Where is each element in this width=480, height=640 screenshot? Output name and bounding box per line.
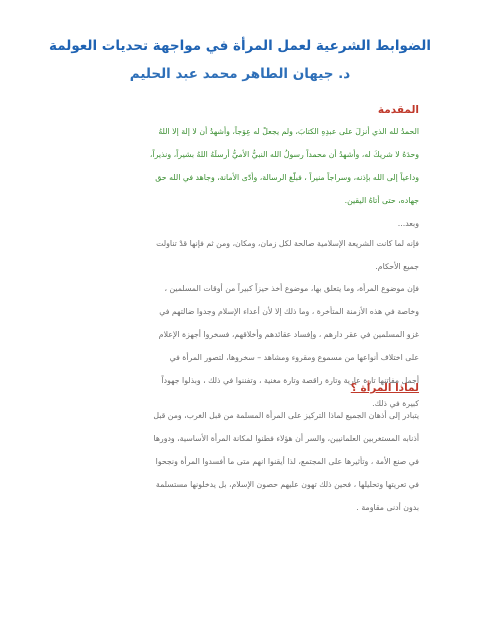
text-line: في صنع الأمة ، وتأثيرها على المجتمع، لذا أيقنوا انهم متى ما أفسدوا المرأة ونجحوا	[155, 457, 419, 466]
document-title: الضوابط الشرعية لعمل المرأة في مواجهة تحديات العولمة	[49, 38, 431, 54]
document-author: د. جيهان الطاهر محمد عبد الحليم	[129, 66, 351, 82]
text-line: جهاده، حتى أتاهُ اليقين.	[344, 196, 419, 205]
text-line: أذنابه المستغربين العلمانيين، والسر أن هؤلاء فطنوا لمكانة المرأة الأساسية، ودورها	[153, 434, 419, 443]
text-line: على اختلاف أنواعها من مسموع ومقروء ومشاهد – سخروها، لتصور المرأة في	[169, 353, 419, 362]
text-line: فإنه لما كانت الشريعة الإسلامية صالحة لكل زمان، ومكان، ومن ثم فإنها قدْ تناولت	[156, 239, 419, 248]
paragraph-4	[60, 404, 419, 519]
text-line: كبيرة في ذلك.	[372, 399, 419, 408]
text-line: وداعياً إلى الله بإذنه، وسراجاً منيراً ، فبلّغ الرسالة، وأدّى الأمانة، وجاهد في الله حق	[155, 173, 419, 182]
text-line: في تعريتها وتحليلها ، فحين ذلك تهون عليهم حصون الإسلام، بل يدخلونها مستسلمة	[155, 480, 419, 489]
intro-heading: المقدمة	[377, 104, 419, 116]
text-line: أجمل مفاتنها تارة عارية وتارة راقصة وتارة مغنية ، وتفننوا في ذلك ، وبذلوا جهوداً	[161, 376, 419, 385]
intro-paragraph	[60, 120, 419, 212]
text-line: فإن موضوع المرأة، وما يتعلق بها، موضوع أخذ حيزاً كبيراً من أوقات المسلمين ،	[164, 284, 419, 293]
paragraph-2	[60, 232, 419, 278]
text-line: يتبادر إلى أذهان الجميع لماذا التركيز على المرأة المسلمة من قبل الغرب، ومن قبل	[153, 411, 419, 420]
text-line: وبعد...	[397, 219, 419, 228]
text-line: وحدَهُ لا شريكَ له، وأشهدُ أن محمداً رسولُ الله النبيُّ الأميُّ أرسلَهُ اللهُ بشيراً، ونذيراً،	[149, 150, 419, 159]
text-line: وخاصة في هذه الأزمنة المتأخرة ، وما ذلك إلا لأن أعداء الإسلام وجدوا ضالتهم في	[159, 307, 419, 316]
text-line: غزو المسلمين في عقر دارهم ، وإفساد عقائدهم وأخلاقهم، فسخروا أجهزة الإعلام	[158, 330, 419, 339]
section-heading-why-woman: لماذا المرأة ؟	[350, 382, 419, 394]
text-line: جميع الأحكام.	[375, 262, 419, 271]
paragraph-3	[60, 277, 419, 415]
text-line: بدون أدنى مقاومة .	[356, 503, 419, 512]
text-line: الحمدُ لله الذي أنزلَ على عبدِهِ الكتابَ، ولم يجعلْ له عِوَجاً، وأشهدُ أن لا إلهَ إلا اللهُ	[158, 127, 419, 136]
